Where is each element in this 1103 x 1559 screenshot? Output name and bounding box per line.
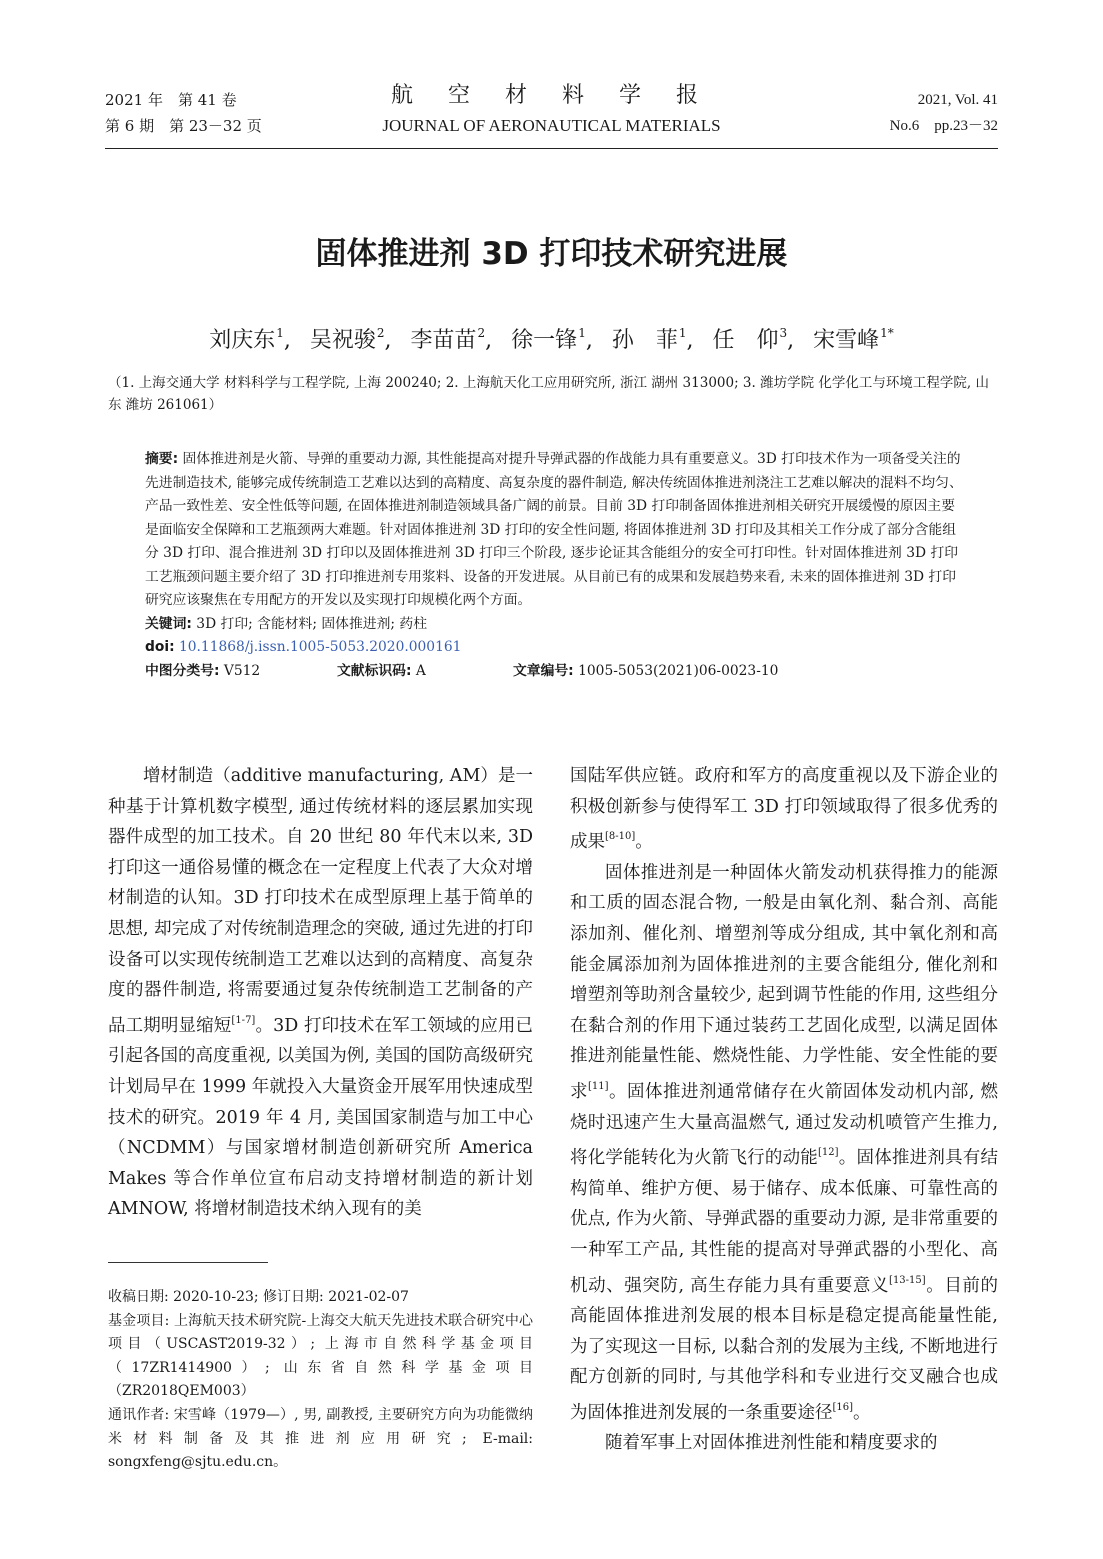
author: 孙 菲$^1$,: [611, 326, 694, 353]
journal-header: [105, 83, 998, 150]
body-column-left: [108, 761, 533, 1225]
header-issue-pages-en: No.6 pp.23－32: [889, 118, 998, 134]
author: 吴祝骏$^2$,: [309, 326, 392, 353]
citation[interactable]: [1-7]: [231, 1014, 256, 1026]
footnote: [108, 1286, 533, 1475]
doi-link[interactable]: 10.11868/j.issn.1005-5053.2020.000161: [174, 639, 462, 655]
abstract: [145, 448, 965, 613]
article-number: 文章编号: 1005-5053(2021)06-0023-10: [513, 662, 779, 679]
classification-line: [145, 660, 965, 684]
body-paragraph: 固体推进剂是一种固体火箭发动机获得推力的能源和工质的固态混合物, 一般是由氧化剂、黏合剂、高能添加剂、催化剂、增塑剂等成分组成, 其中氧化剂和高能金属添加剂为固体推进剂的主要含能组分, 催化剂和增塑剂等助剂含量较少, 起到调节性能的作用, 这些组分在黏合剂的作用下通过装药工艺固化成型, 以满足固体推进剂能量性能、燃烧性能、力学性能、安全性能的要求[11]。固体推进剂通常储存在火箭固体发动机内部, 燃烧时迅速产生大量高温燃气, 通过发动机喷管产生推力, 将化学能转化为火箭飞行的动能[12]。固体推进剂具有结构简单、维护方便、易于储存、成本低廉、可靠性高的优点, 作为火箭、导弹武器的重要动力源, 是非常重要的一种军工产品, 其性能的提高对导弹武器的小型化、高机动、强突防, 高生存能力具有重要意义[13-15]。目前的高能固体推进剂发展的根本目标是稳定提高能量性能, 为了实现这一目标, 以黏合剂的发展为主线, 不断地进行配方创新的同时, 与其他学科和专业进行交叉融合也成为固体推进剂发展的一条重要途径[16]。: [570, 862, 999, 1423]
author: 刘庆东$^1$,: [209, 326, 291, 353]
received-dates: 收稿日期: 2020-10-23; 修订日期: 2021-02-07: [108, 1289, 409, 1305]
doi-label: doi:: [145, 639, 175, 655]
affiliations: （1. 上海交通大学 材料科学与工程学院, 上海 200240; 2. 上海航天化工应用研究所, 浙江 湖州 313000; 3. 潍坊学院 化学化工与环境工程学院, 山东 潍坊 261061）: [108, 375, 989, 413]
header-year-volume: 2021 年 第 41 卷: [105, 91, 237, 109]
citation[interactable]: [16]: [832, 1401, 854, 1413]
keywords-text: 3D 打印; 含能材料; 固体推进剂; 药柱: [191, 615, 427, 632]
body-paragraph: 随着军事上对固体推进剂性能和精度要求的: [605, 1433, 938, 1454]
citation[interactable]: [11]: [588, 1080, 609, 1092]
header-year-volume-en: 2021, Vol. 41: [917, 92, 998, 108]
body-paragraph: 国陆军供应链。政府和军方的高度重视以及下游企业的积极创新参与使得军工 3D 打印领域取得了很多优秀的成果[8-10]。: [570, 766, 998, 853]
paper-title: 固体推进剂 3D 打印技术研究进展: [315, 236, 788, 272]
author-list: [0, 323, 1103, 354]
author: 徐一锋$^1$,: [511, 326, 593, 353]
funding-info: 基金项目: 上海航天技术研究院-上海交大航天先进技术联合研究中心项目（USCAST2019-32）; 上海市自然科学基金项目（17ZR1414900）; 山东省自然科学基金项目（ZR2018QEM003）: [108, 1312, 533, 1400]
doi-line: [145, 636, 965, 660]
body-paragraph: 增材制造（additive manufacturing, AM）是一种基于计算机数字模型, 通过传统材料的逐层累加实现器件成型的加工技术。自 20 世纪 80 年代末以来, 3D 打印这一通俗易懂的概念在一定程度上代表了大众对增材制造的认知。3D 打印技术在成型原理上基于简单的思想, 却完成了对传统制造理念的突破, 通过先进的打印设备可以实现传统制造工艺难以达到的高精度、高复杂度的器件制造, 将需要通过复杂传统制造工艺制备的产品工期明显缩短[1-7]。3D 打印技术在军工领域的应用已引起各国的高度重视, 以美国为例, 美国的国防高级研究计划局早在 1999 年就投入大量资金开展军用快速成型技术的研究。2019 年 4 月, 美国国家制造与加工中心（NCDMM）与国家增材制造创新研究所 America Makes 等合作单位宣布启动支持增材制造的新计划 AMNOW, 将增材制造技术纳入现有的美: [108, 766, 534, 1220]
keywords-label: 关键词:: [145, 615, 192, 632]
journal-name-en: JOURNAL OF AERONAUTICAL MATERIALS: [382, 116, 721, 135]
clc-code: 中图分类号: V512: [145, 662, 261, 679]
abstract-block: [145, 448, 965, 684]
header-issue-pages: 第 6 期 第 23－32 页: [105, 117, 262, 135]
author: 李苗苗$^2$,: [410, 326, 493, 353]
corresponding-author: 通讯作者: 宋雪峰（1979—）, 男, 副教授, 主要研究方向为功能微纳米材料制备及其推进剂应用研究; E-mail: songxfeng@sjtu.edu.cn。: [108, 1406, 533, 1471]
journal-name-cn: 航 空 材 料 学 报: [391, 83, 712, 108]
document-code: 文献标识码: A: [337, 662, 426, 679]
citation[interactable]: [12]: [818, 1147, 839, 1159]
citation[interactable]: [13-15]: [889, 1274, 926, 1286]
abstract-label: 摘要:: [145, 451, 179, 467]
citation[interactable]: [8-10]: [605, 831, 636, 843]
keywords: [145, 613, 965, 637]
footnote-rule: [108, 1262, 268, 1263]
abstract-text: 固体推进剂是火箭、导弹的重要动力源, 其性能提高对提升导弹武器的作战能力具有重要意义。3D 打印技术作为一项备受关注的先进制造技术, 能够完成传统制造工艺难以达到的高精度、高复杂度的器件制造, 解决传统固体推进剂浇注工艺难以解决的混料不均匀、产品一致性差、安全性低等问题, 在固体推进剂制造领域具备广阔的前景。目前 3D 打印制备固体推进剂相关研究开展缓慢的原因主要是面临安全保障和工艺瓶颈两大难题。针对固体推进剂 3D 打印的安全性问题, 将固体推进剂 3D 打印及其相关工作分成了部分含能组分 3D 打印、混合推进剂 3D 打印以及固体推进剂 3D 打印三个阶段, 逐步论证其含能组分的安全可打印性。针对固体推进剂 3D 打印工艺瓶颈问题主要介绍了 3D 打印推进剂专用浆料、设备的开发进展。从目前已有的成果和发展趋势来看, 未来的固体推进剂 3D 打印研究应该聚焦在专用配方的开发以及实现打印规模化两个方面。: [145, 451, 963, 608]
body-column-right: [570, 761, 998, 1459]
header-rule: [105, 148, 998, 149]
author: 宋雪峰$^{1*}$: [813, 326, 894, 353]
author: 任 仰$^3$,: [712, 326, 795, 353]
